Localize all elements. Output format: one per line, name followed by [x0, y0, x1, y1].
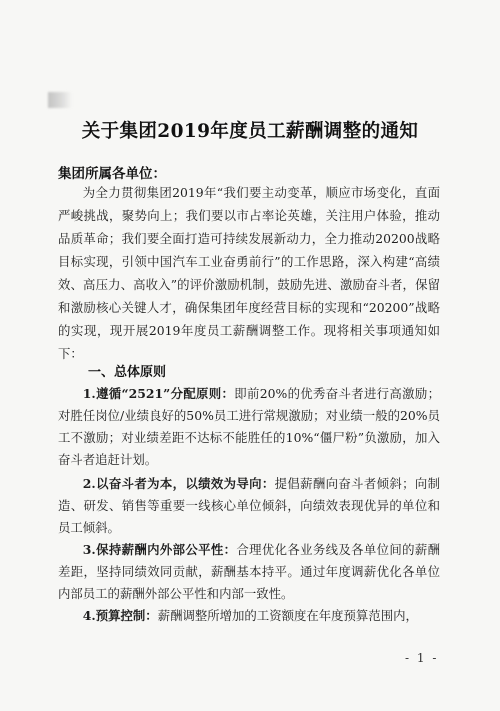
intro-paragraph: 为全力贯彻集团2019年“我们要主动变革，顺应市场变化，直面严峻挑战，聚势向上；我们要以市占率论英雄，关注用户体验，推动品质革命；我们要全面打造可持续发展新动力，全力推动20200战略目标实现，引领中国汽车工业奋勇前行”的工作思路，深入构建“高绩效、高压力、高收入”的评价激励机制，鼓励先进、激励奋斗者，保留和激励核心关键人才，确保集团年度经营目标的实现和“20200”战略的实现，现开展2019年度员工薪酬调整工作。现将相关事项通知如下：	[58, 185, 440, 361]
principle-item-2	[58, 473, 440, 539]
principle-item-label: 3.保持薪酬内外部公平性：	[82, 542, 237, 557]
principle-item-3	[58, 539, 440, 605]
principle-item-label: 4.预算控制：	[82, 608, 158, 623]
section-heading: 一、总体原则	[88, 365, 167, 380]
scan-smudge	[48, 92, 72, 108]
principle-item-1	[58, 383, 440, 471]
page-number: - 1 -	[405, 651, 439, 665]
principle-item-text: 薪酬调整所增加的工资额度在年度预算范围内，	[157, 608, 418, 623]
document-title: 关于集团2019年度员工薪酬调整的通知	[81, 121, 419, 142]
principle-item-label: 2.以奋斗者为本，以绩效为导向：	[82, 476, 275, 491]
principle-item-label: 1.遵循“2521”分配原则：	[82, 386, 235, 401]
salutation: 集团所属各单位：	[58, 166, 166, 182]
principle-item-4	[58, 605, 440, 627]
principle-item-text: 合理优化各业务线及各单位间的薪酬差距，坚持同绩效同贡献，薪酬基本持平。通过年度调薪优化各单位内部员工的薪酬外部公平性和内部一致性。	[58, 542, 441, 601]
principle-item-text: 提倡薪酬向奋斗者倾斜；向制造、研发、销售等重要一线核心单位倾斜，向绩效表现优异的单位和员工倾斜。	[58, 476, 441, 535]
principle-item-text: 即前20%的优秀奋斗者进行高激励；对胜任岗位/业绩良好的50%员工进行常规激励；对业绩一般的20%员工不激励；对业绩差距不达标不能胜任的10%“僵尸粉”负激励，加入奋斗者追赶计划。	[58, 386, 440, 467]
